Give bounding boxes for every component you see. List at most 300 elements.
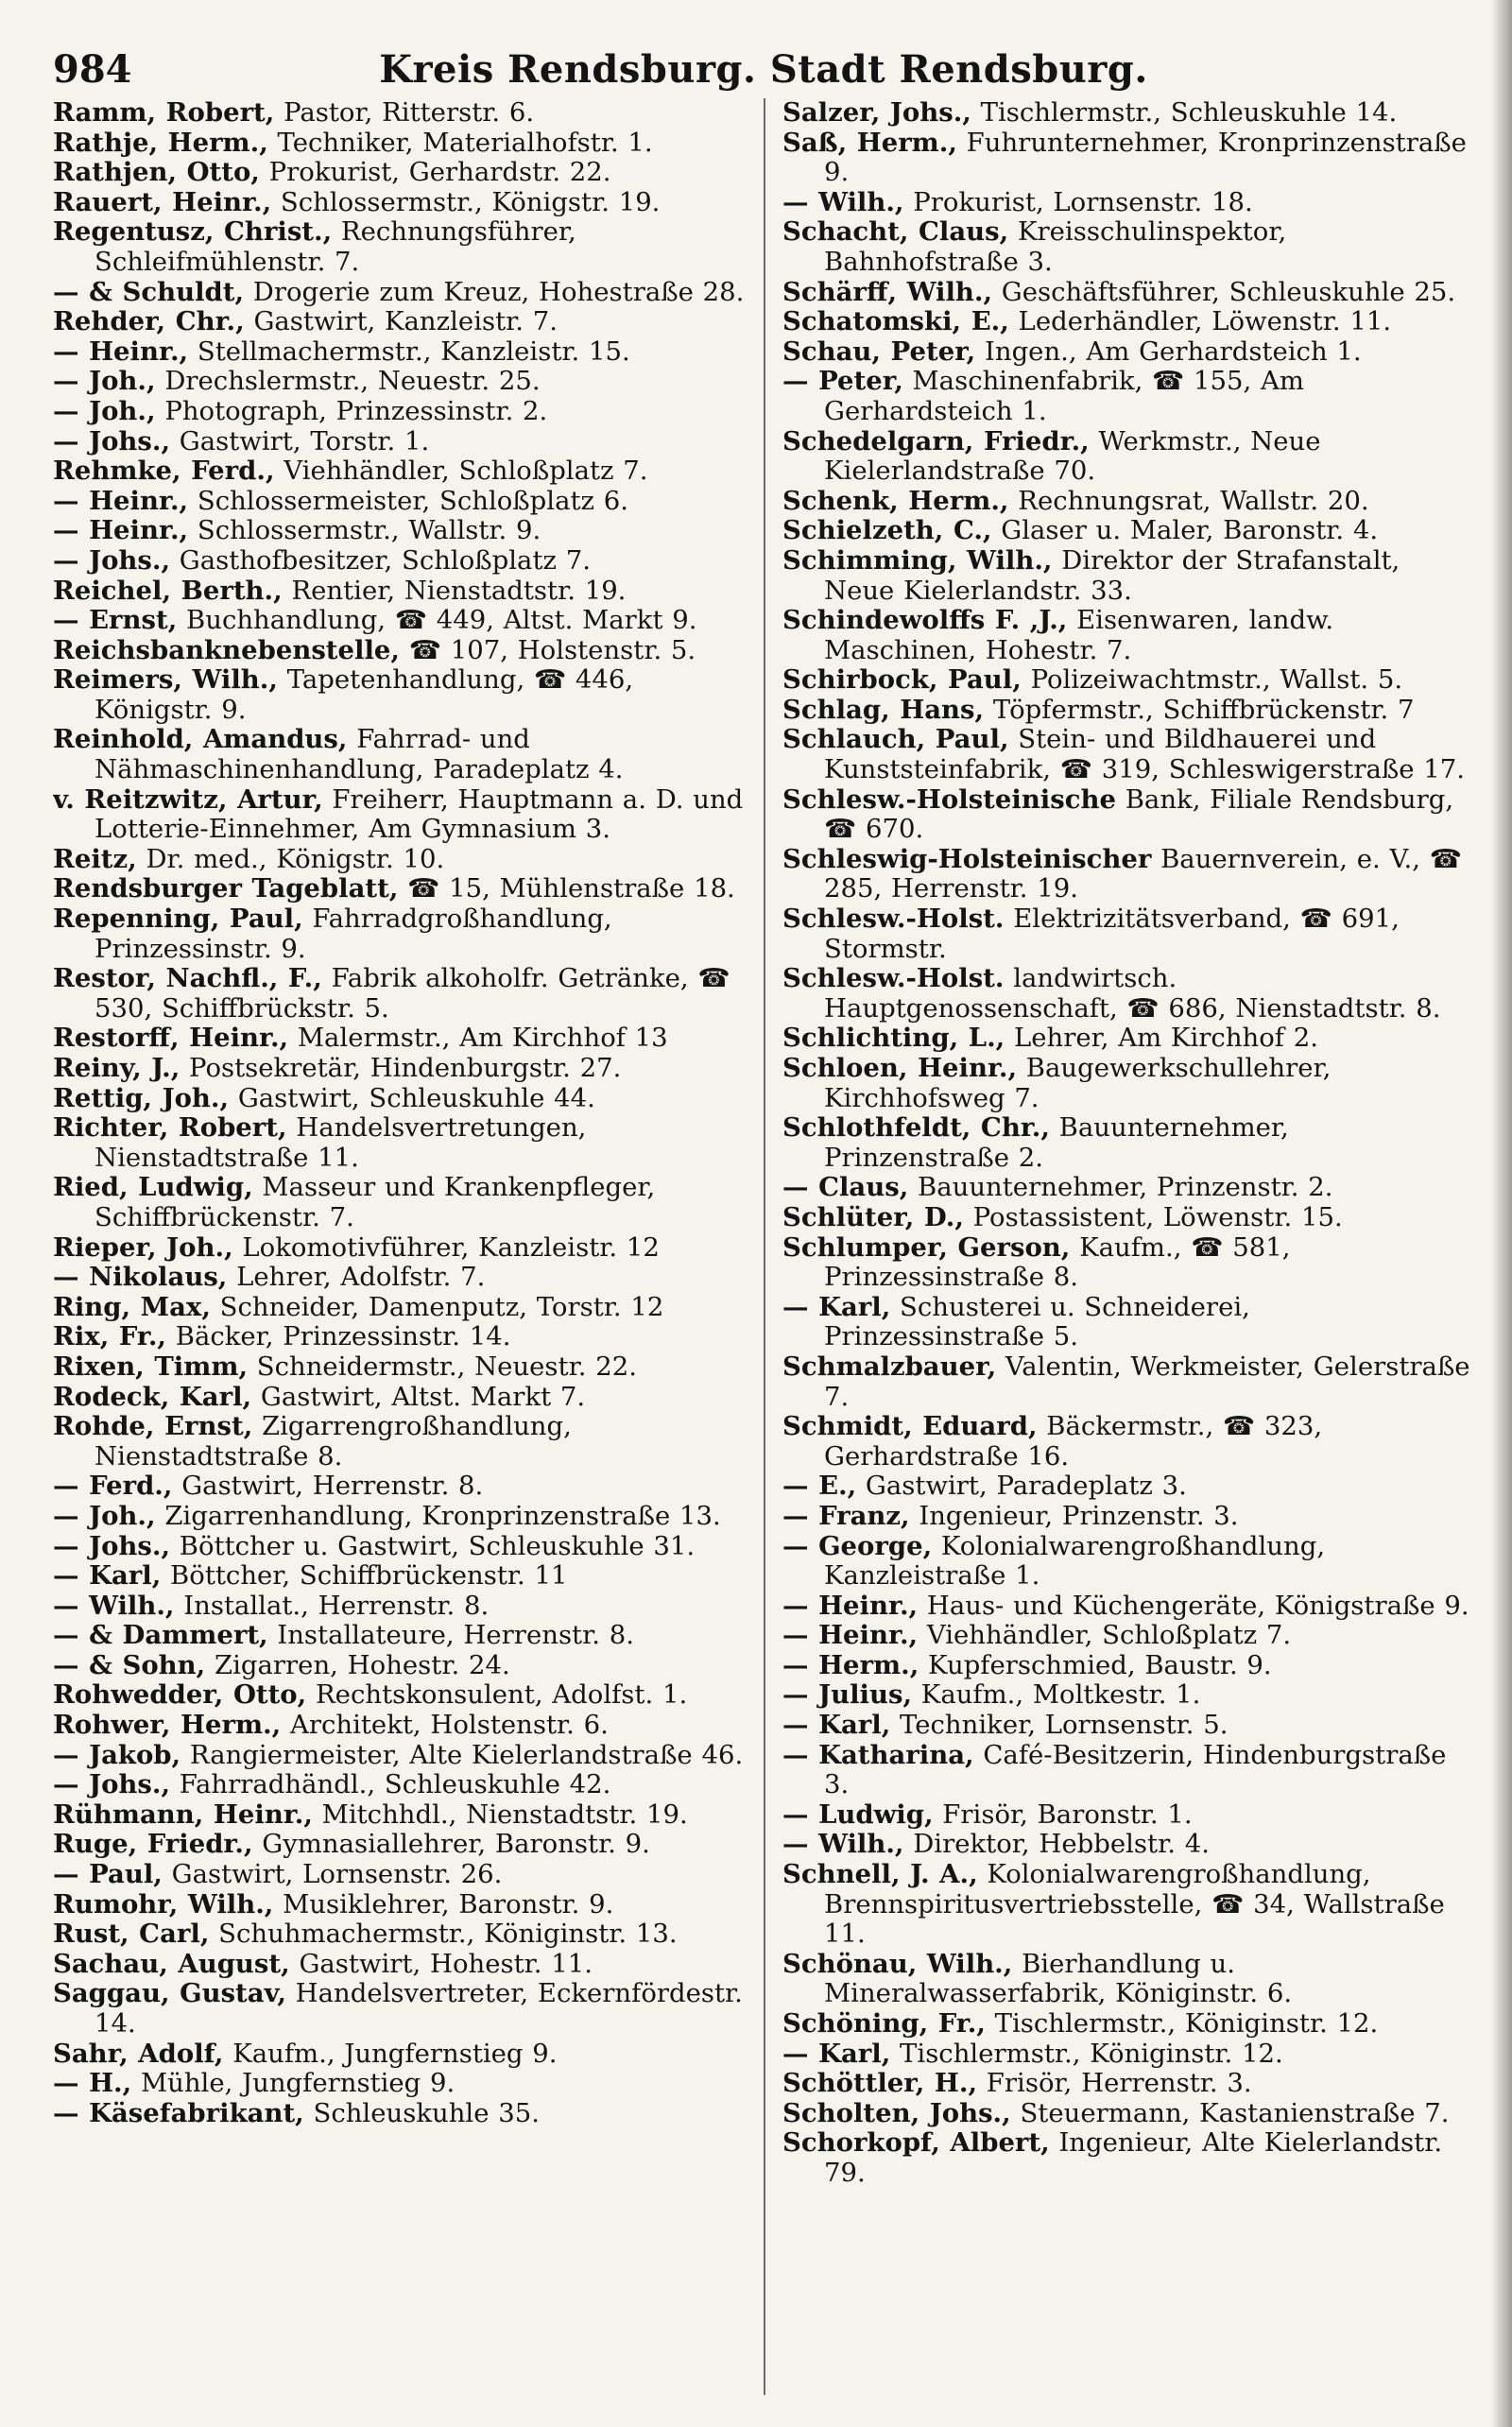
directory-entry [782, 2069, 1474, 2099]
directory-entry [782, 1352, 1474, 1412]
entry-details: Architekt, Holstenstr. 6. [281, 1710, 609, 1741]
entry-name: Rust, Carl, [53, 1919, 210, 1950]
directory-entry [53, 188, 747, 218]
entry-details: Bierhandlung u. Mineralwasserfabrik, Königinstr. 6. [824, 1948, 1293, 2009]
entry-name: — Karl, [782, 1291, 891, 1322]
directory-entry [53, 456, 747, 487]
entry-name: Schau, Peter, [782, 336, 976, 367]
entry-name: — Wilh., [782, 1829, 904, 1860]
entry-details: Maschinenfabrik, ☎ 155, Am Gerhardsteich 1. [824, 366, 1304, 426]
entry-name: — Johs., [53, 544, 171, 576]
directory-entry [782, 1054, 1474, 1113]
entry-details: Schlossermstr., Königstr. 19. [271, 186, 661, 217]
entry-details: Installateure, Herrenstr. 8. [267, 1620, 634, 1651]
directory-entry [782, 516, 1474, 546]
directory-entry [782, 665, 1474, 696]
directory-entry [782, 1621, 1474, 1651]
entry-details: Gastwirt, Altst. Markt 7. [251, 1381, 586, 1412]
directory-entry [782, 1680, 1474, 1711]
entry-name: Schmidt, Eduard, [782, 1411, 1038, 1442]
entry-name: Reichel, Berth., [53, 575, 283, 606]
directory-entry [53, 785, 747, 845]
entry-details: Masseur und Krankenpfleger, Schiffbrückenstr. 7. [94, 1172, 656, 1232]
directory-entry [53, 606, 747, 636]
entry-name: Reichsbanknebenstelle, [53, 634, 400, 665]
entry-name: Rohwedder, Otto, [53, 1679, 307, 1711]
directory-entry [53, 1024, 747, 1054]
entry-details: Polizeiwachtmstr., Wallst. 5. [1021, 664, 1403, 696]
entry-details: Freiherr, Hauptmann a. D. und Lotterie-Einnehmer, Am Gymnasium 3. [94, 783, 744, 845]
entry-details: Mitchhdl., Nienstadtstr. 19. [312, 1799, 688, 1830]
entry-details: Schlossermstr., Wallstr. 9. [188, 515, 541, 546]
directory-entry [782, 1800, 1474, 1831]
entry-name: Ramm, Robert, [53, 98, 275, 128]
directory-entry [53, 129, 747, 159]
right-column [764, 98, 1474, 2395]
directory-entry [53, 665, 747, 725]
entry-details: Schusterei u. Schneiderei, Prinzessinstraße 5. [824, 1291, 1250, 1352]
entry-name: — Herm., [782, 1649, 919, 1680]
directory-entry [53, 1352, 747, 1383]
entry-name: Schlesw.-Holst. [782, 904, 1005, 935]
directory-entry [53, 1919, 747, 1950]
entry-name: — Jakob, [53, 1739, 181, 1770]
entry-name: Schindewolffs F. ,J., [782, 605, 1068, 636]
directory-entry [782, 487, 1474, 517]
entry-details: Bauunternehmer, Prinzenstr. 2. [908, 1172, 1333, 1203]
entry-details: Schuhmachermstr., Königinstr. 13. [209, 1919, 678, 1950]
directory-entry [53, 98, 747, 129]
entry-details: Bäckermstr., ☎ 323, Gerhardstraße 16. [824, 1411, 1323, 1472]
entry-name: Reinhold, Amandus, [53, 724, 348, 755]
entry-name: Richter, Robert, [53, 1112, 287, 1144]
entry-name: Rieper, Joh., [53, 1231, 233, 1263]
entry-details: Kaufm., Moltkestr. 1. [912, 1679, 1201, 1711]
directory-entry [782, 1472, 1474, 1502]
entry-name: Rodeck, Karl, [53, 1381, 252, 1412]
entry-details: Baugewerkschullehrer, Kirchhofsweg 7. [824, 1053, 1332, 1113]
directory-entry [782, 1024, 1474, 1054]
entry-details: Direktor der Strafanstalt, Neue Kielerlandstr. 33. [824, 544, 1400, 606]
entry-details: Prokurist, Lornsenstr. 18. [903, 186, 1253, 217]
entry-details: Schneider, Damenputz, Torstr. 12 [210, 1291, 664, 1322]
directory-entry [782, 337, 1474, 368]
entry-details: Zigarren, Hohestr. 24. [205, 1649, 510, 1680]
directory-entry [782, 1651, 1474, 1681]
entry-details: Kolonialwarengroßhandlung, Kanzleistraße 1. [824, 1530, 1326, 1592]
entry-name: Schedelgarn, Friedr., [782, 425, 1090, 456]
directory-entry [53, 397, 747, 427]
directory-entry [782, 696, 1474, 726]
entry-name: Schorkopf, Albert, [782, 2127, 1050, 2159]
directory-entry [53, 1680, 747, 1711]
entry-name: — & Schuldt, [53, 276, 245, 307]
entry-details: Ingenieur, Alte Kielerlandstr. 79. [824, 2127, 1443, 2188]
directory-entry [53, 725, 747, 784]
entry-name: — & Dammert, [53, 1620, 268, 1651]
entry-details: Gastwirt, Schleuskuhle 44. [229, 1082, 595, 1113]
directory-entry [782, 2099, 1474, 2129]
directory-entry [782, 1203, 1474, 1233]
entry-details: Tischlermstr., Königinstr. 12. [985, 2008, 1379, 2039]
entry-details: Geschäftsführer, Schleuskuhle 25. [992, 276, 1456, 307]
entry-name: Rühmann, Heinr., [53, 1799, 313, 1830]
entry-name: Rendsburger Tageblatt, [53, 873, 399, 904]
directory-entry [53, 1711, 747, 1741]
entry-name: Rixen, Timm, [53, 1351, 249, 1382]
entry-name: — Karl, [782, 1710, 891, 1741]
directory-entry [782, 2040, 1474, 2070]
entry-name: Saß, Herm., [782, 127, 957, 158]
directory-entry [782, 278, 1474, 308]
running-head: Kreis Rendsburg. Stadt Rendsburg. [379, 47, 1148, 92]
directory-entry [53, 1412, 747, 1472]
entry-details: Stellmachermstr., Kanzleistr. 15. [188, 336, 630, 367]
entry-details: Buchhandlung, ☎ 449, Altst. Markt 9. [177, 605, 697, 636]
directory-entry [782, 1830, 1474, 1860]
entry-name: — Joh., [53, 395, 156, 426]
entry-details: Gasthofbesitzer, Schloßplatz 7. [170, 544, 591, 576]
entry-name: Schöning, Fr., [782, 2008, 986, 2039]
entry-name: Schlumper, Gerson, [782, 1231, 1071, 1263]
directory-entry [782, 2128, 1474, 2188]
entry-name: — Johs., [53, 1530, 171, 1561]
entry-details: Bank, Filiale Rendsburg, ☎ 670. [824, 783, 1454, 845]
directory-entry [53, 1800, 747, 1831]
directory-entry [782, 188, 1474, 218]
entry-details: Frisör, Herrenstr. 3. [977, 2068, 1252, 2099]
directory-entry [782, 1412, 1474, 1472]
entry-name: — George, [782, 1530, 933, 1561]
entry-details: Techniker, Lornsenstr. 5. [890, 1710, 1228, 1741]
directory-entry [782, 904, 1474, 964]
entry-details: Kreisschulinspektor, Bahnhofstraße 3. [824, 216, 1287, 277]
entry-name: — Käsefabrikant, [53, 2097, 304, 2128]
directory-entry [53, 1830, 747, 1860]
entry-name: — Johs., [53, 1769, 171, 1800]
entry-details: Drechslermstr., Neuestr. 25. [155, 366, 541, 397]
directory-entry [53, 904, 747, 964]
entry-name: Ruge, Friedr., [53, 1829, 253, 1860]
directory-entry [53, 1651, 747, 1681]
entry-name: Repenning, Paul, [53, 904, 303, 935]
directory-entry [53, 1532, 747, 1562]
entry-details: Mühle, Jungfernstieg 9. [131, 2068, 455, 2099]
directory-entry [53, 1054, 747, 1084]
entry-name: — E., [782, 1471, 857, 1502]
directory-entry [53, 337, 747, 368]
left-column [53, 98, 764, 2395]
directory-entry [782, 1233, 1474, 1293]
directory-entry [53, 1293, 747, 1323]
directory-entry [53, 1860, 747, 1890]
entry-details: Lederhändler, Löwenstr. 11. [1008, 306, 1392, 337]
entry-details: Lehrer, Adolfstr. 7. [227, 1262, 486, 1293]
entry-details: Installat., Herrenstr. 8. [174, 1590, 490, 1621]
entry-details: Gastwirt, Paradeplatz 3. [856, 1471, 1187, 1502]
directory-entry [53, 2099, 747, 2129]
entry-name: — Karl, [782, 2038, 891, 2069]
page-number: 984 [53, 47, 132, 92]
entry-details: Ingen., Am Gerhardsteich 1. [975, 336, 1362, 367]
directory-entry [53, 1741, 747, 1771]
entry-name: — Franz, [782, 1500, 910, 1531]
directory-entry [53, 1561, 747, 1592]
entry-details: Fabrik alkoholfr. Getränke, ☎ 530, Schiffbrückstr. 5. [94, 963, 730, 1024]
entry-name: Schacht, Claus, [782, 216, 1009, 248]
directory-entry [53, 158, 747, 188]
entry-details: Fahrrad- und Nähmaschinenhandlung, Paradeplatz 4. [94, 724, 624, 785]
entry-name: Salzer, Johs., [782, 98, 971, 128]
entry-details: Handelsvertreter, Eckernfördestr. 14. [94, 1978, 743, 2039]
entry-name: Ried, Ludwig, [53, 1172, 253, 1203]
entry-details: Zigarrengroßhandlung, Nienstadtstraße 8. [94, 1411, 572, 1472]
directory-entry [53, 487, 747, 517]
entry-details: Tapetenhandlung, ☎ 446, Königstr. 9. [94, 664, 634, 725]
entry-name: Scholten, Johs., [782, 2097, 1011, 2128]
directory-entry [53, 427, 747, 457]
directory-entry [53, 1592, 747, 1622]
entry-name: Schenk, Herm., [782, 485, 1009, 516]
entry-details: Böttcher u. Gastwirt, Schleuskuhle 31. [170, 1530, 696, 1561]
entry-name: Schirbock, Paul, [782, 664, 1022, 696]
entry-details: Fahrradhändl., Schleuskuhle 42. [170, 1769, 611, 1800]
entry-details: Photograph, Prinzessinstr. 2. [155, 395, 548, 426]
entry-name: Rathjen, Otto, [53, 157, 260, 188]
entry-details: Gastwirt, Torstr. 1. [170, 425, 430, 456]
entry-name: v. Reitzwitz, Artur, [53, 783, 323, 815]
directory-entry [782, 307, 1474, 337]
directory-entry [53, 845, 747, 875]
directory-entry [53, 874, 747, 904]
entry-details: Böttcher, Schiffbrückenstr. 11 [161, 1560, 568, 1592]
directory-entry [53, 1233, 747, 1264]
entry-name: — Heinr., [53, 485, 189, 516]
entry-name: Schatomski, E., [782, 306, 1009, 337]
entry-details: Frisör, Baronstr. 1. [933, 1799, 1193, 1830]
directory-entry [782, 1711, 1474, 1741]
entry-details: Rechtskonsulent, Adolfst. 1. [306, 1679, 688, 1711]
directory-entry [53, 546, 747, 577]
entry-details: Haus- und Küchengeräte, Königstraße 9. [918, 1590, 1469, 1621]
directory-entry [53, 1113, 747, 1173]
entry-details: Musiklehrer, Baronstr. 9. [273, 1888, 614, 1919]
directory-entry [53, 1472, 747, 1502]
entry-name: Restorff, Heinr., [53, 1023, 289, 1054]
entry-name: Rumohr, Wilh., [53, 1888, 274, 1919]
entry-name: — Heinr., [53, 336, 189, 367]
page-header [53, 34, 1474, 98]
directory-entry [782, 217, 1474, 277]
entry-name: Regentusz, Christ., [53, 216, 333, 248]
entry-name: Schlag, Hans, [782, 694, 985, 725]
entry-details: Postsekretär, Hindenburgstr. 27. [180, 1053, 622, 1083]
entry-details: Postassistent, Löwenstr. 15. [963, 1201, 1343, 1232]
directory-entry [53, 1383, 747, 1413]
entry-details: Rechnungsführer, Schleifmühlenstr. 7. [94, 216, 576, 277]
directory-entry [782, 546, 1474, 606]
directory-entry [782, 1592, 1474, 1622]
directory-entry [782, 98, 1474, 129]
entry-details: Zigarrenhandlung, Kronprinzenstraße 13. [155, 1500, 721, 1531]
directory-entry [782, 427, 1474, 487]
entry-name: Reimers, Wilh., [53, 664, 278, 696]
directory-entry [782, 1532, 1474, 1592]
entry-name: Schnell, J. A., [782, 1859, 978, 1890]
directory-entry [53, 307, 747, 337]
entry-details: Gastwirt, Lornsenstr. 26. [162, 1859, 503, 1890]
entry-name: — H., [53, 2068, 132, 2099]
entry-name: — Joh., [53, 1500, 156, 1531]
entry-name: Schielzeth, C., [782, 515, 992, 546]
entry-details: Bauunternehmer, Prinzenstraße 2. [824, 1112, 1289, 1173]
entry-name: Sahr, Adolf, [53, 2038, 224, 2069]
entry-name: — Wilh., [53, 1590, 175, 1621]
page-edge-shadow [1491, 0, 1512, 2427]
directory-entry [782, 1860, 1474, 1950]
entry-details: ☎ 15, Mühlenstraße 18. [398, 873, 735, 904]
directory-entry [53, 2069, 747, 2099]
directory-entry [53, 516, 747, 546]
directory-entry [782, 1950, 1474, 2009]
entry-details: Kaufm., ☎ 581, Prinzessinstraße 8. [824, 1231, 1291, 1293]
entry-name: Schönau, Wilh., [782, 1948, 1013, 1979]
directory-entry [782, 2009, 1474, 2040]
entry-details: Lehrer, Am Kirchhof 2. [1005, 1023, 1318, 1054]
entry-name: Sachau, August, [53, 1948, 290, 1979]
entry-details: Schneidermstr., Neuestr. 22. [248, 1351, 637, 1382]
entry-details: Schlossermeister, Schloßplatz 6. [188, 485, 628, 516]
entry-details: Kaufm., Jungfernstieg 9. [223, 2038, 558, 2069]
entry-name: Schimming, Wilh., [782, 544, 1053, 576]
entry-details: Techniker, Materialhofstr. 1. [267, 127, 653, 158]
entry-details: Stein- und Bildhauerei und Kunststeinfabrik, ☎ 319, Schleswigerstraße 17. [824, 724, 1466, 785]
entry-name: — Karl, [53, 1560, 162, 1592]
directory-entry [782, 785, 1474, 845]
columns [53, 98, 1474, 2395]
entry-details: Bauernverein, e. V., ☎ 285, Herrenstr. 19. [824, 843, 1463, 904]
entry-details: Kupferschmied, Baustr. 9. [919, 1649, 1272, 1680]
entry-details: Ingenieur, Prinzenstr. 3. [909, 1500, 1239, 1531]
directory-entry [53, 1173, 747, 1232]
directory-entry [53, 1770, 747, 1800]
directory-entry [53, 367, 747, 397]
entry-details: landwirtsch. Hauptgenossenschaft, ☎ 686, Nienstadtstr. 8. [824, 963, 1441, 1024]
entry-name: Schöttler, H., [782, 2068, 978, 2099]
directory-entry [782, 606, 1474, 665]
entry-details: Elektrizitätsverband, ☎ 691, Stormstr. [824, 904, 1400, 964]
directory-entry [782, 1502, 1474, 1532]
entry-name: — Heinr., [782, 1620, 919, 1651]
entry-name: — Katharina, [782, 1739, 974, 1770]
entry-details: Bäcker, Prinzessinstr. 14. [166, 1321, 511, 1352]
entry-name: — Johs., [53, 425, 171, 456]
entry-name: Rehmke, Ferd., [53, 456, 275, 487]
entry-details: Kolonialwarengroßhandlung, Brennspiritusvertriebsstelle, ☎ 34, Wallstraße 11. [824, 1859, 1445, 1950]
directory-entry [53, 1502, 747, 1532]
entry-details: Drogerie zum Kreuz, Hohestraße 28. [244, 276, 745, 307]
directory-entry [53, 577, 747, 607]
entry-details: Gastwirt, Kanzleistr. 7. [244, 306, 558, 337]
directory-entry [53, 1890, 747, 1920]
directory-entry [53, 636, 747, 666]
entry-details: Malermstr., Am Kirchhof 13 [288, 1023, 668, 1054]
entry-name: Reiny, J., [53, 1053, 180, 1083]
directory-entry [782, 1113, 1474, 1173]
directory-entry [53, 217, 747, 277]
entry-details: Tischlermstr., Schleuskuhle 14. [971, 98, 1398, 128]
entry-details: Eisenwaren, landw. Maschinen, Hohestr. 7. [824, 605, 1334, 665]
directory-entry [782, 1173, 1474, 1203]
directory-entry [53, 2040, 747, 2070]
entry-details: Glaser u. Maler, Baronstr. 4. [991, 515, 1379, 546]
entry-name: — Joh., [53, 366, 156, 397]
entry-name: — Heinr., [782, 1590, 919, 1621]
entry-name: Rathje, Herm., [53, 127, 268, 158]
entry-details: Werkmstr., Neue Kielerlandstraße 70. [824, 425, 1321, 487]
entry-details: Rentier, Nienstadtstr. 19. [282, 575, 627, 606]
entry-details: Direktor, Hebbelstr. 4. [903, 1829, 1210, 1860]
directory-entry [53, 1322, 747, 1352]
entry-details: Gastwirt, Herrenstr. 8. [172, 1471, 484, 1502]
entry-details: Gymnasiallehrer, Baronstr. 9. [252, 1829, 650, 1860]
entry-name: Rehder, Chr., [53, 306, 245, 337]
entry-details: Schleuskuhle 35. [303, 2097, 540, 2128]
entry-details: Prokurist, Gerhardstr. 22. [259, 157, 611, 188]
entry-name: — Ernst, [53, 605, 178, 636]
entry-name: Rix, Fr., [53, 1321, 166, 1352]
directory-entry [53, 1084, 747, 1114]
entry-details: Café-Besitzerin, Hindenburgstraße 3. [824, 1739, 1447, 1800]
entry-name: Rohwer, Herm., [53, 1710, 282, 1741]
entry-name: Schlüter, D., [782, 1201, 964, 1232]
entry-name: Schlothfeldt, Chr., [782, 1112, 1050, 1144]
entry-name: Schleswig-Holsteinischer [782, 843, 1152, 874]
entry-name: — Heinr., [53, 515, 189, 546]
entry-name: — Ludwig, [782, 1799, 934, 1830]
entry-name: Schmalzbauer, [782, 1351, 997, 1382]
entry-details: Töpfermstr., Schiffbrückenstr. 7 [984, 694, 1415, 725]
entry-details: Fuhrunternehmer, Kronprinzenstraße 9. [824, 127, 1467, 188]
directory-entry [782, 1293, 1474, 1352]
directory-entry [53, 964, 747, 1024]
entry-name: Schlesw.-Holst. [782, 963, 1005, 994]
directory-entry [53, 1621, 747, 1651]
entry-name: — Nikolaus, [53, 1262, 228, 1293]
entry-details: Gastwirt, Hohestr. 11. [289, 1948, 593, 1979]
entry-name: Schlichting, L., [782, 1023, 1005, 1054]
entry-details: Viehhändler, Schloßplatz 7. [274, 456, 648, 487]
entry-details: Viehhändler, Schloßplatz 7. [918, 1620, 1292, 1651]
entry-details: Steuermann, Kastanienstraße 7. [1010, 2097, 1450, 2128]
entry-details: Handelsvertretungen, Nienstadtstraße 11. [94, 1112, 587, 1173]
directory-entry [782, 845, 1474, 904]
entry-details: Rangiermeister, Alte Kielerlandstraße 46. [180, 1739, 744, 1770]
directory-entry [53, 1263, 747, 1293]
directory-entry [782, 964, 1474, 1024]
entry-details: Pastor, Ritterstr. 6. [274, 98, 535, 128]
entry-name: Reitz, [53, 843, 137, 874]
entry-details: Tischlermstr., Königinstr. 12. [890, 2038, 1283, 2069]
directory-entry [782, 1741, 1474, 1800]
entry-details: Fahrradgroßhandlung, Prinzessinstr. 9. [94, 904, 612, 964]
entry-name: Restor, Nachfl., F., [53, 963, 322, 994]
entry-name: Schloen, Heinr., [782, 1053, 1018, 1083]
directory-entry [53, 278, 747, 308]
entry-details: Dr. med., Königstr. 10. [136, 843, 445, 874]
entry-name: Ring, Max, [53, 1291, 211, 1322]
directory-entry [782, 367, 1474, 426]
